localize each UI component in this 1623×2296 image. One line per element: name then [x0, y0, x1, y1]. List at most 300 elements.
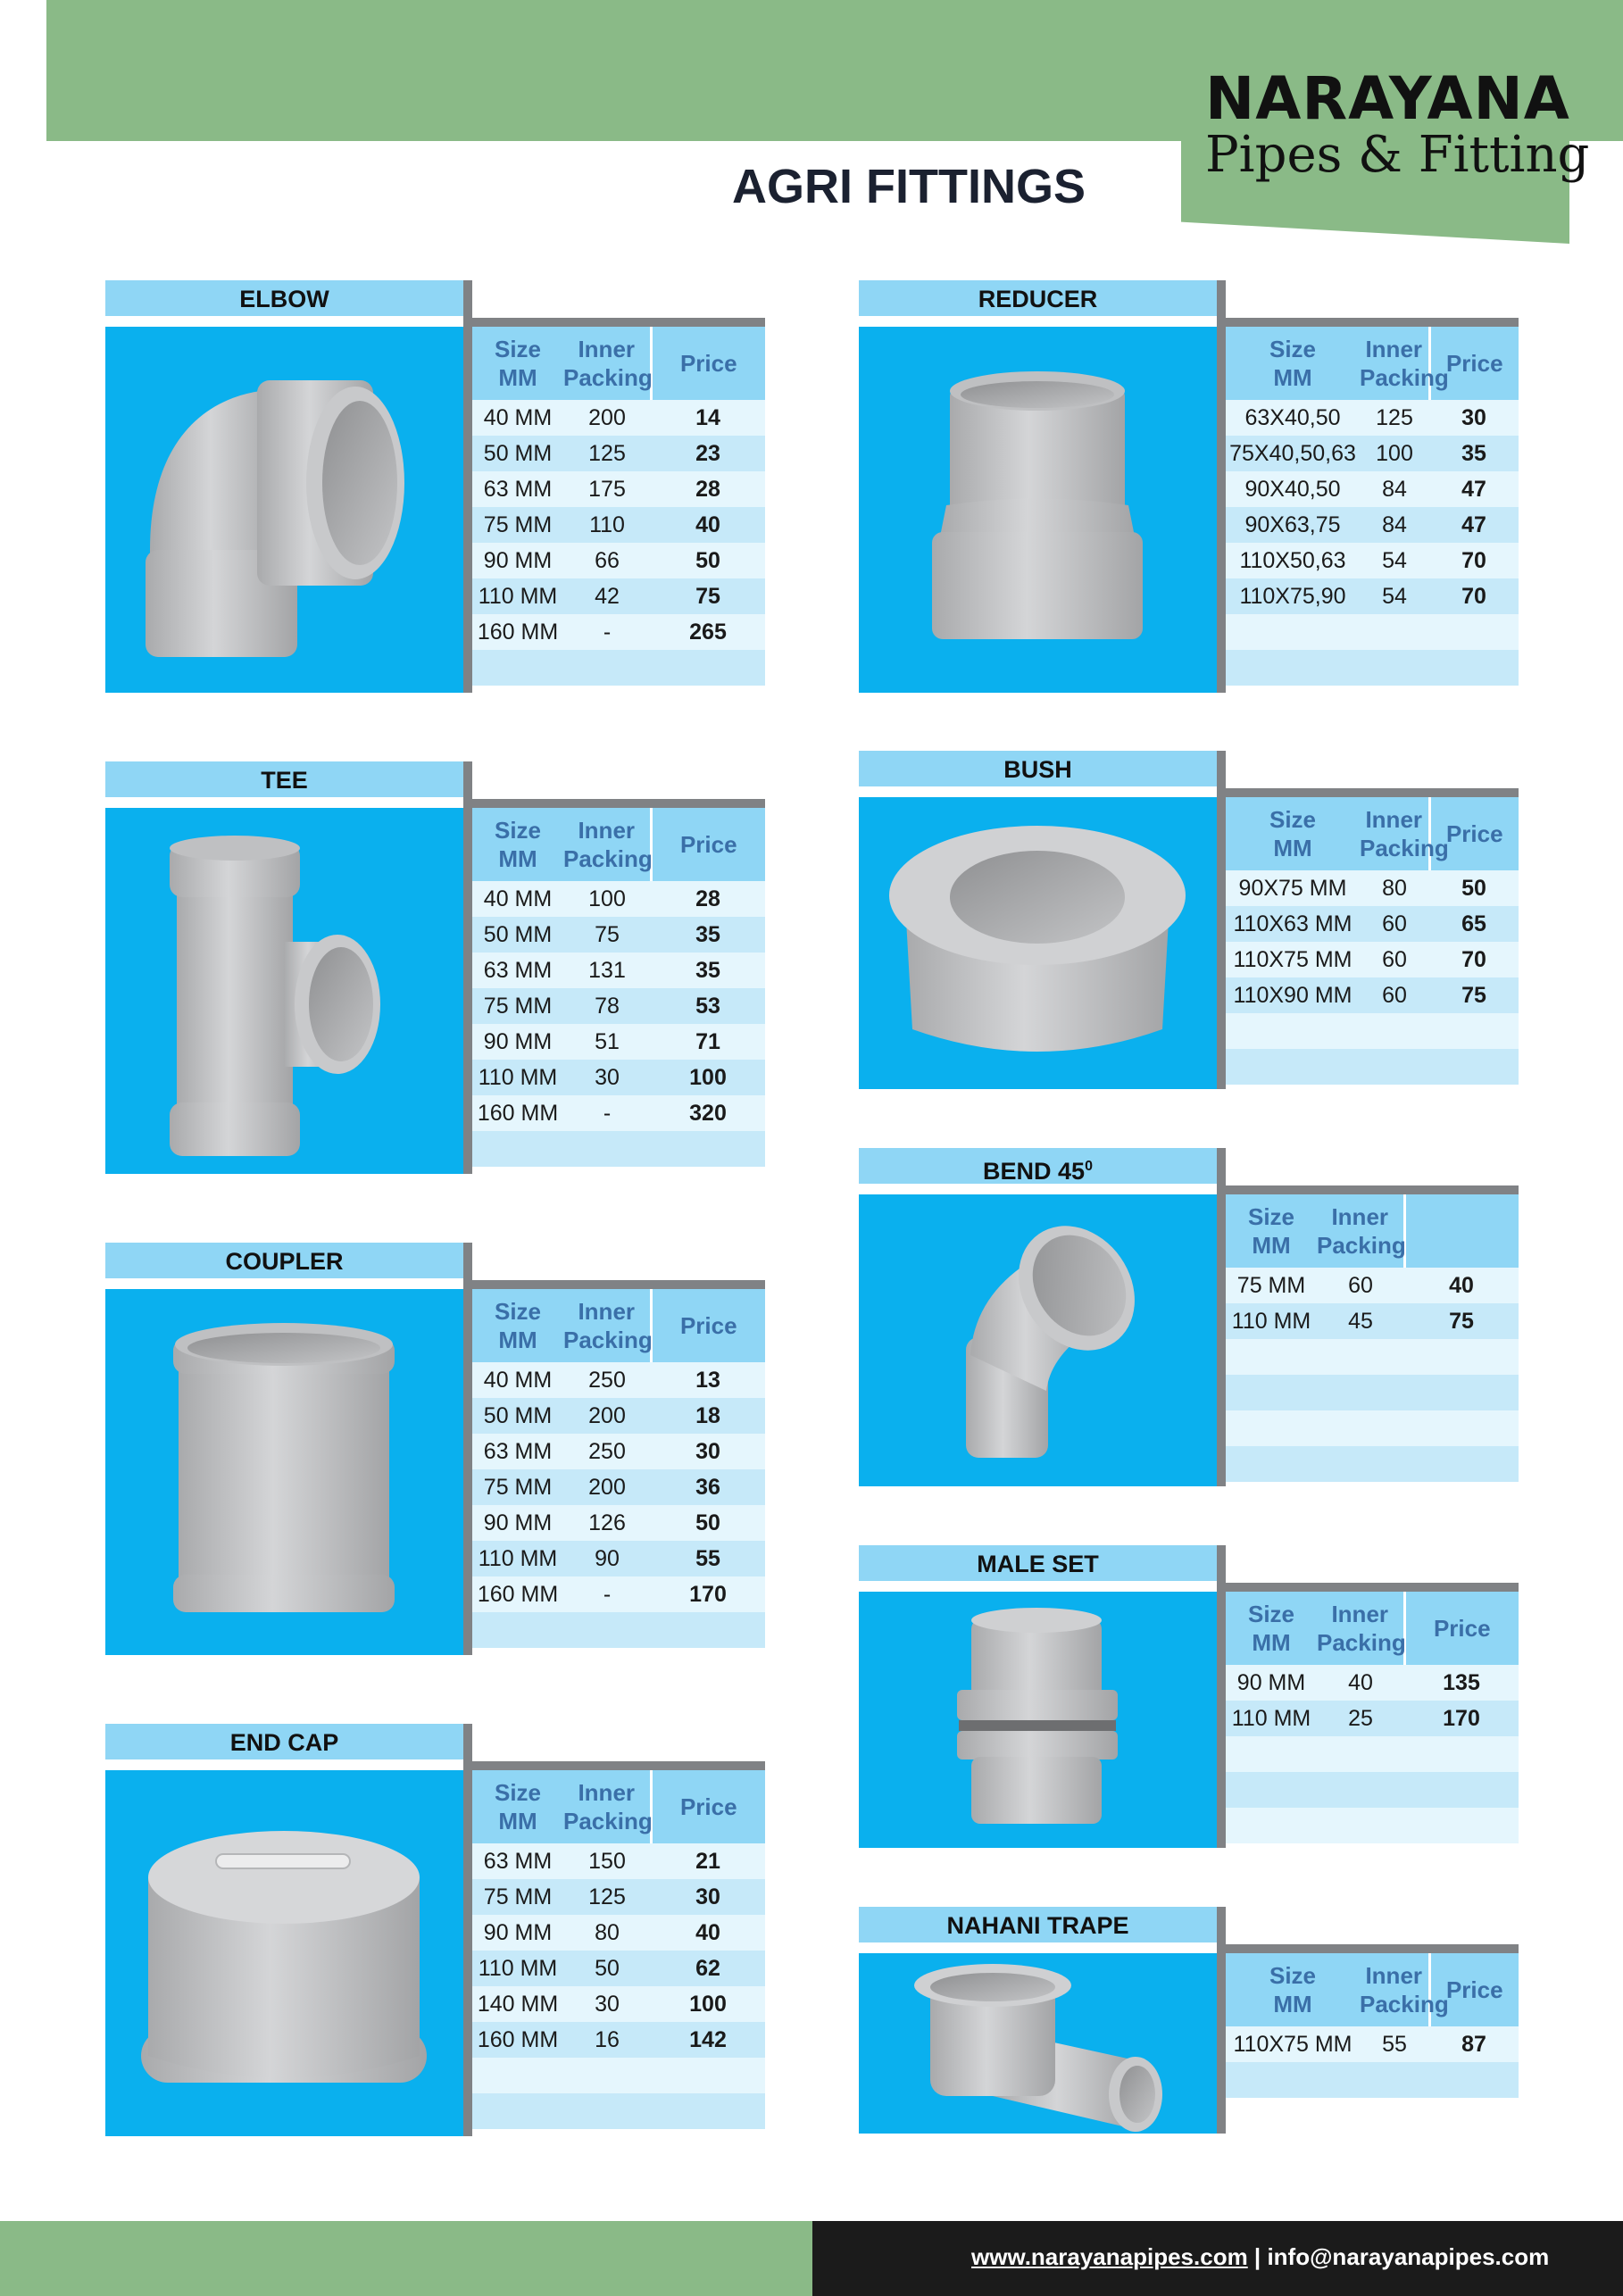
cell-price: 30	[651, 1879, 765, 1915]
cell-inner-packing: -	[563, 1095, 651, 1131]
header-price-empty	[1404, 1194, 1519, 1268]
table-row	[1226, 977, 1519, 1013]
header-size	[1226, 797, 1360, 870]
header-inner-packing	[563, 1770, 651, 1843]
cell-size	[1226, 614, 1360, 650]
product-title-elbow: ELBOW	[105, 280, 463, 316]
header-text: Inner	[578, 1779, 636, 1806]
header-price: Price	[1429, 1953, 1519, 2026]
table-row	[472, 1095, 765, 1131]
cell-inner-packing: 51	[563, 1024, 651, 1060]
cell-size	[1226, 2062, 1360, 2098]
cell-size: 75 MM	[1226, 1268, 1317, 1303]
table-row	[1226, 1736, 1519, 1772]
cell-size: 40 MM	[472, 400, 563, 436]
spec-table-end-cap	[472, 1770, 765, 2129]
header-price: Price	[651, 1770, 765, 1843]
header-size	[472, 808, 563, 881]
footer-separator: |	[1247, 2243, 1268, 2270]
cell-inner-packing: 126	[563, 1505, 651, 1541]
cell-size	[472, 2093, 563, 2129]
cell-inner-packing	[1317, 1736, 1404, 1772]
header-text: Size	[494, 336, 542, 362]
cell-size	[472, 2058, 563, 2093]
card-divider	[1217, 751, 1226, 1089]
card-bar	[472, 1280, 765, 1289]
product-title-bend-45: BEND $45^0$	[859, 1148, 1217, 1184]
table-row	[1226, 906, 1519, 942]
cell-inner-packing: 16	[563, 2022, 651, 2058]
cell-inner-packing: 131	[563, 953, 651, 988]
cell-price: 265	[651, 614, 765, 650]
spec-header-row	[472, 808, 765, 881]
cell-price: 100	[651, 1060, 765, 1095]
spec-header-row	[472, 1289, 765, 1362]
cell-price: 100	[651, 1986, 765, 2022]
cell-inner-packing: 60	[1360, 906, 1429, 942]
cell-inner-packing: -	[563, 614, 651, 650]
spec-table-bush	[1226, 797, 1519, 1085]
table-row	[472, 1060, 765, 1095]
cell-inner-packing: 78	[563, 988, 651, 1024]
header-text: Packing	[1360, 364, 1449, 391]
spec-header-row	[1226, 1953, 1519, 2026]
header-text: Packing	[1360, 835, 1449, 861]
cell-inner-packing	[1317, 1446, 1404, 1482]
spec-table-male-set	[1226, 1592, 1519, 1843]
cell-inner-packing: 125	[1360, 400, 1429, 436]
table-row	[1226, 400, 1519, 436]
card-divider	[1217, 280, 1226, 693]
header-size	[1226, 327, 1360, 400]
table-row	[1226, 870, 1519, 906]
header-text: Packing	[563, 364, 653, 391]
cell-inner-packing	[563, 1131, 651, 1167]
cell-size: 110 MM	[472, 1951, 563, 1986]
header-text: MM	[498, 1808, 537, 1834]
table-row	[472, 578, 765, 614]
card-bar	[1226, 318, 1519, 327]
header-inner-packing	[1360, 327, 1449, 400]
table-row	[472, 2022, 765, 2058]
cell-inner-packing: 125	[563, 436, 651, 471]
cell-price: 170	[651, 1576, 765, 1612]
cell-size	[1226, 1410, 1317, 1446]
product-image-elbow	[105, 327, 463, 693]
header-text: Size	[1247, 1203, 1295, 1230]
spec-table-elbow	[472, 327, 765, 686]
header-price: Price	[1404, 1592, 1519, 1665]
cell-inner-packing: 250	[563, 1362, 651, 1398]
card-bar	[472, 318, 765, 327]
footer-website-link[interactable]: www.narayanapipes.com	[971, 2243, 1248, 2270]
header-size	[472, 327, 563, 400]
cell-inner-packing: 30	[563, 1986, 651, 2022]
table-row	[1226, 1339, 1519, 1375]
table-row	[472, 1915, 765, 1951]
cell-price: 87	[1429, 2026, 1519, 2062]
cell-size: 63 MM	[472, 1434, 563, 1469]
cell-price: 35	[651, 953, 765, 988]
cell-inner-packing	[1317, 1808, 1404, 1843]
card-bar	[1226, 1583, 1519, 1592]
header-text: Packing	[1317, 1232, 1406, 1259]
cell-size	[1226, 1013, 1360, 1049]
product-title-coupler: COUPLER	[105, 1243, 463, 1278]
header-size	[1226, 1592, 1317, 1665]
footer-green-band	[0, 2221, 812, 2296]
cell-price: 47	[1429, 471, 1519, 507]
cell-size: 110X63 MM	[1226, 906, 1360, 942]
table-row	[472, 1434, 765, 1469]
cell-price: 21	[651, 1843, 765, 1879]
cell-size: 90 MM	[472, 1505, 563, 1541]
cell-price: 23	[651, 436, 765, 471]
header-text: Inner	[1331, 1203, 1389, 1230]
table-row	[1226, 1772, 1519, 1808]
cell-inner-packing: 100	[563, 881, 651, 917]
header-text: MM	[498, 364, 537, 391]
cell-size: 90X75 MM	[1226, 870, 1360, 906]
cell-price: 71	[651, 1024, 765, 1060]
footer-contact	[971, 2239, 1549, 2275]
header-inner-packing	[563, 327, 651, 400]
cell-price	[1404, 1410, 1519, 1446]
table-row	[472, 1843, 765, 1879]
header-inner-packing	[1360, 797, 1449, 870]
cell-size	[1226, 1049, 1360, 1085]
product-image-tee	[105, 808, 463, 1174]
table-row	[1226, 650, 1519, 686]
cell-inner-packing: 125	[563, 1879, 651, 1915]
cell-price: 36	[651, 1469, 765, 1505]
table-row	[472, 1469, 765, 1505]
spec-header-row	[1226, 327, 1519, 400]
cell-inner-packing	[1360, 614, 1429, 650]
cell-inner-packing: 80	[563, 1915, 651, 1951]
cell-price: 35	[1429, 436, 1519, 471]
cell-price	[1404, 1375, 1519, 1410]
cell-size: 50 MM	[472, 917, 563, 953]
end-cap-fitting-icon	[105, 1770, 463, 2136]
product-image-nahani-trape	[859, 1953, 1217, 2134]
cell-size: 75 MM	[472, 1469, 563, 1505]
table-row	[472, 1131, 765, 1167]
card-bar	[472, 1761, 765, 1770]
header-text: Inner	[1365, 806, 1423, 833]
cell-size: 160 MM	[472, 2022, 563, 2058]
bend-45-fitting-icon	[859, 1194, 1217, 1486]
product-image-coupler	[105, 1289, 463, 1655]
table-row	[472, 1612, 765, 1648]
table-row	[1226, 471, 1519, 507]
header-text: MM	[498, 845, 537, 872]
table-row	[1226, 2062, 1519, 2098]
bush-fitting-icon	[859, 797, 1217, 1089]
product-image-male-set	[859, 1592, 1217, 1848]
cell-price: 40	[651, 1915, 765, 1951]
footer-email-link[interactable]: info@narayanapipes.com	[1267, 2243, 1550, 2270]
cell-inner-packing	[1360, 1013, 1429, 1049]
cell-inner-packing: 66	[563, 543, 651, 578]
header-text: Inner	[578, 1298, 636, 1325]
header-price: Price	[651, 1289, 765, 1362]
cell-inner-packing: 54	[1360, 578, 1429, 614]
cell-price	[1429, 1013, 1519, 1049]
table-row	[472, 1879, 765, 1915]
table-row	[472, 650, 765, 686]
cell-inner-packing	[1360, 650, 1429, 686]
cell-size: 63 MM	[472, 953, 563, 988]
reducer-fitting-icon	[859, 327, 1217, 693]
header-text: MM	[1252, 1629, 1291, 1656]
cell-price: 13	[651, 1362, 765, 1398]
cell-price: 70	[1429, 578, 1519, 614]
cell-price: 135	[1404, 1665, 1519, 1701]
cell-size: 110 MM	[472, 1541, 563, 1576]
cell-size: 140 MM	[472, 1986, 563, 2022]
spec-table-bend-45	[1226, 1194, 1519, 1482]
cell-size: 75 MM	[472, 507, 563, 543]
tee-fitting-icon	[105, 808, 463, 1174]
table-row	[472, 400, 765, 436]
cell-inner-packing: 200	[563, 1469, 651, 1505]
header-size	[472, 1289, 563, 1362]
cell-price: 142	[651, 2022, 765, 2058]
cell-size: 40 MM	[472, 881, 563, 917]
cell-price: 170	[1404, 1701, 1519, 1736]
cell-price	[651, 2093, 765, 2129]
cell-size	[472, 1131, 563, 1167]
table-row	[1226, 1410, 1519, 1446]
cell-inner-packing: 200	[563, 400, 651, 436]
cell-size: 110X50,63	[1226, 543, 1360, 578]
cell-size	[1226, 1736, 1317, 1772]
card-divider	[463, 761, 472, 1174]
table-row	[1226, 578, 1519, 614]
spec-header-row	[1226, 1194, 1519, 1268]
table-row	[1226, 1303, 1519, 1339]
header-text: Size	[494, 1779, 542, 1806]
cell-size: 63 MM	[472, 1843, 563, 1879]
cell-size: 75 MM	[472, 1879, 563, 1915]
cell-inner-packing: 200	[563, 1398, 651, 1434]
cell-size: 40 MM	[472, 1362, 563, 1398]
spec-header-row	[1226, 1592, 1519, 1665]
card-divider	[1217, 1545, 1226, 1848]
elbow-fitting-icon	[105, 327, 463, 693]
spec-header-row	[1226, 797, 1519, 870]
table-row	[1226, 1701, 1519, 1736]
card-bar	[1226, 1185, 1519, 1194]
cell-size: 63 MM	[472, 471, 563, 507]
cell-inner-packing: 50	[563, 1951, 651, 1986]
header-size	[472, 1770, 563, 1843]
cell-inner-packing: 100	[1360, 436, 1429, 471]
spec-header-row	[472, 1770, 765, 1843]
header-text: Size	[1247, 1601, 1295, 1627]
table-row	[472, 2058, 765, 2093]
cell-inner-packing: 55	[1360, 2026, 1429, 2062]
cell-price: 55	[651, 1541, 765, 1576]
card-divider	[463, 280, 472, 693]
cell-price	[651, 1131, 765, 1167]
table-row	[472, 1398, 765, 1434]
cell-price: 28	[651, 471, 765, 507]
cell-size: 75X40,50,63	[1226, 436, 1360, 471]
cell-size: 90 MM	[1226, 1665, 1317, 1701]
header-price: Price	[651, 327, 765, 400]
cell-inner-packing: 84	[1360, 471, 1429, 507]
cell-size	[1226, 1772, 1317, 1808]
page-title: AGRI FITTINGS	[732, 160, 1086, 213]
product-image-reducer	[859, 327, 1217, 693]
cell-inner-packing: 40	[1317, 1665, 1404, 1701]
cell-inner-packing: 45	[1317, 1303, 1404, 1339]
header-text: Packing	[1317, 1629, 1406, 1656]
cell-price	[1404, 1736, 1519, 1772]
cell-size	[1226, 650, 1360, 686]
cell-price: 62	[651, 1951, 765, 1986]
header-text: Inner	[1365, 336, 1423, 362]
table-row	[472, 2093, 765, 2129]
cell-size	[472, 650, 563, 686]
header-text: Inner	[1331, 1601, 1389, 1627]
cell-inner-packing: 25	[1317, 1701, 1404, 1736]
spec-table-nahani-trape	[1226, 1953, 1519, 2098]
product-title-end-cap: END CAP	[105, 1724, 463, 1759]
table-row	[1226, 1268, 1519, 1303]
card-divider	[1217, 1907, 1226, 2134]
cell-inner-packing: 75	[563, 917, 651, 953]
cell-price	[1429, 1049, 1519, 1085]
cell-price	[1429, 614, 1519, 650]
header-inner-packing	[563, 808, 651, 881]
cell-inner-packing: -	[563, 1576, 651, 1612]
spec-table-reducer	[1226, 327, 1519, 686]
coupler-fitting-icon	[105, 1289, 463, 1655]
table-row	[472, 543, 765, 578]
cell-size: 110X75 MM	[1226, 2026, 1360, 2062]
cell-price: 320	[651, 1095, 765, 1131]
cell-inner-packing: 60	[1317, 1268, 1404, 1303]
spec-table-coupler	[472, 1289, 765, 1648]
table-row	[1226, 436, 1519, 471]
cell-size: 110 MM	[1226, 1701, 1317, 1736]
table-row	[472, 471, 765, 507]
card-divider	[1217, 1148, 1226, 1486]
product-image-bush	[859, 797, 1217, 1089]
cell-size: 90 MM	[472, 543, 563, 578]
cell-size: 110X75,90	[1226, 578, 1360, 614]
table-row	[1226, 1049, 1519, 1085]
cell-size: 50 MM	[472, 1398, 563, 1434]
table-row	[472, 917, 765, 953]
header-text: Inner	[578, 817, 636, 844]
cell-size: 90X40,50	[1226, 471, 1360, 507]
product-title-male-set: MALE SET	[859, 1545, 1217, 1581]
cell-price: 40	[1404, 1268, 1519, 1303]
product-title-reducer: REDUCER	[859, 280, 1217, 316]
cell-inner-packing	[1360, 2062, 1429, 2098]
table-row	[472, 1505, 765, 1541]
cell-price: 75	[651, 578, 765, 614]
header-text: Size	[494, 1298, 542, 1325]
cell-inner-packing: 150	[563, 1843, 651, 1879]
spec-table-tee	[472, 808, 765, 1167]
nahani-trap-fitting-icon	[859, 1953, 1217, 2134]
table-row	[472, 988, 765, 1024]
product-title-nahani-trape: NAHANI TRAPE	[859, 1907, 1217, 1942]
table-row	[1226, 1446, 1519, 1482]
cell-price	[1404, 1446, 1519, 1482]
cell-size: 110 MM	[472, 578, 563, 614]
table-row	[472, 436, 765, 471]
cell-price	[651, 2058, 765, 2093]
card-bar	[472, 799, 765, 808]
cell-inner-packing: 60	[1360, 942, 1429, 977]
header-text: MM	[498, 1327, 537, 1353]
table-row	[472, 953, 765, 988]
table-row	[1226, 2026, 1519, 2062]
cell-inner-packing	[1317, 1772, 1404, 1808]
table-row	[1226, 1013, 1519, 1049]
table-row	[1226, 1665, 1519, 1701]
cell-size	[1226, 1446, 1317, 1482]
cell-size: 110 MM	[1226, 1303, 1317, 1339]
cell-size: 160 MM	[472, 1576, 563, 1612]
cell-inner-packing: 54	[1360, 543, 1429, 578]
cell-price	[1429, 650, 1519, 686]
cell-inner-packing	[563, 2058, 651, 2093]
header-text: Packing	[563, 1327, 653, 1353]
product-image-bend-45	[859, 1194, 1217, 1486]
cell-price: 35	[651, 917, 765, 953]
table-row	[472, 1986, 765, 2022]
cell-price: 65	[1429, 906, 1519, 942]
table-row	[1226, 543, 1519, 578]
cell-price: 75	[1404, 1303, 1519, 1339]
header-price: Price	[1429, 797, 1519, 870]
header-text: Packing	[563, 1808, 653, 1834]
header-size	[1226, 1194, 1317, 1268]
table-row	[472, 1362, 765, 1398]
table-row	[1226, 1808, 1519, 1843]
header-text: Size	[1269, 806, 1317, 833]
cell-price: 75	[1429, 977, 1519, 1013]
male-set-fitting-icon	[859, 1592, 1217, 1848]
header-text: MM	[1252, 1232, 1291, 1259]
product-title-tee: TEE	[105, 761, 463, 797]
cell-size: 110 MM	[472, 1060, 563, 1095]
cell-price	[1429, 2062, 1519, 2098]
header-inner-packing	[1360, 1953, 1449, 2026]
table-row	[1226, 507, 1519, 543]
card-divider	[463, 1243, 472, 1655]
table-row	[472, 1541, 765, 1576]
header-text: MM	[1273, 364, 1312, 391]
cell-price: 70	[1429, 942, 1519, 977]
cell-price: 50	[651, 543, 765, 578]
table-row	[472, 614, 765, 650]
cell-size	[472, 1612, 563, 1648]
cell-price	[651, 650, 765, 686]
header-text: Inner	[578, 336, 636, 362]
cell-size	[1226, 1808, 1317, 1843]
cell-inner-packing: 175	[563, 471, 651, 507]
cell-price: 50	[651, 1505, 765, 1541]
cell-inner-packing	[563, 1612, 651, 1648]
